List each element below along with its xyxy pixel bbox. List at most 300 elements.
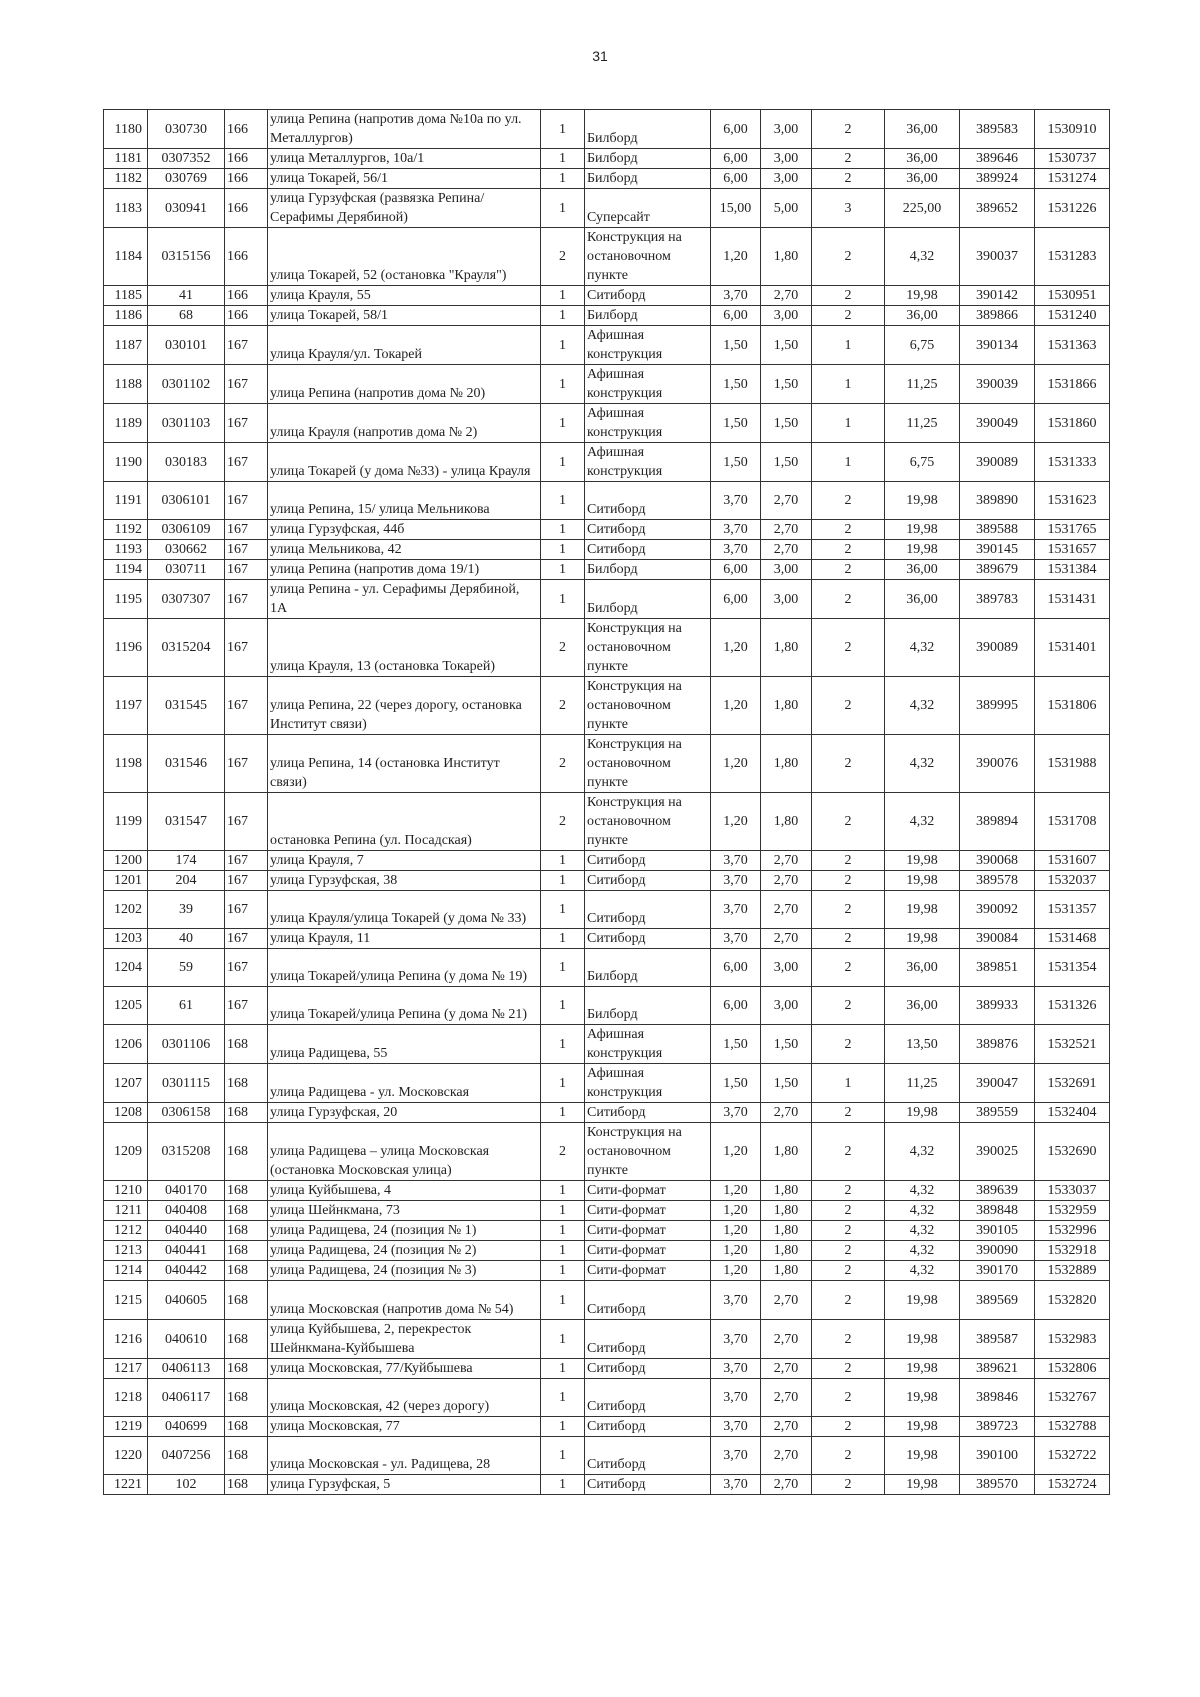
coord-x-cell: 389846 [960, 1379, 1035, 1417]
coord-x-cell: 390049 [960, 404, 1035, 443]
row-number-cell: 1211 [104, 1201, 148, 1221]
structure-type-cell: Конструкция на остановочном пункте [585, 619, 711, 677]
width-cell: 3,70 [711, 851, 761, 871]
area-cell: 19,98 [885, 1379, 960, 1417]
side-count-cell: 1 [541, 1437, 585, 1475]
height-cell: 3,00 [761, 987, 812, 1025]
height-cell: 2,70 [761, 1437, 812, 1475]
width-cell: 6,00 [711, 580, 761, 619]
height-cell: 3,00 [761, 580, 812, 619]
zone-number-cell: 167 [225, 929, 268, 949]
structure-code-cell: 0306158 [148, 1103, 225, 1123]
structure-type-cell: Ситиборд [585, 851, 711, 871]
structure-code-cell: 040170 [148, 1181, 225, 1201]
sides-cell: 2 [812, 929, 885, 949]
side-count-cell: 1 [541, 851, 585, 871]
coord-x-cell: 389588 [960, 520, 1035, 540]
coord-y-cell: 1531333 [1035, 443, 1110, 482]
side-count-cell: 1 [541, 560, 585, 580]
height-cell: 2,70 [761, 1281, 812, 1320]
row-number-cell: 1198 [104, 735, 148, 793]
coord-y-cell: 1531806 [1035, 677, 1110, 735]
sides-cell: 2 [812, 149, 885, 169]
row-number-cell: 1213 [104, 1241, 148, 1261]
width-cell: 6,00 [711, 110, 761, 149]
coord-y-cell: 1532404 [1035, 1103, 1110, 1123]
coord-y-cell: 1532996 [1035, 1221, 1110, 1241]
row-number-cell: 1180 [104, 110, 148, 149]
structure-code-cell: 102 [148, 1475, 225, 1495]
table-row [104, 540, 1110, 560]
side-count-cell: 1 [541, 1475, 585, 1495]
height-cell: 2,70 [761, 1320, 812, 1359]
structure-type-cell: Ситиборд [585, 929, 711, 949]
zone-number-cell: 168 [225, 1181, 268, 1201]
address-cell: улица Радищева, 24 (позиция № 1) [268, 1221, 541, 1241]
zone-number-cell: 166 [225, 110, 268, 149]
side-count-cell: 1 [541, 482, 585, 520]
sides-cell: 2 [812, 169, 885, 189]
sides-cell: 2 [812, 851, 885, 871]
zone-number-cell: 168 [225, 1261, 268, 1281]
height-cell: 1,80 [761, 1261, 812, 1281]
zone-number-cell: 167 [225, 851, 268, 871]
table-row [104, 286, 1110, 306]
coord-x-cell: 389890 [960, 482, 1035, 520]
width-cell: 1,50 [711, 404, 761, 443]
address-cell: улица Токарей, 58/1 [268, 306, 541, 326]
coord-x-cell: 389559 [960, 1103, 1035, 1123]
zone-number-cell: 167 [225, 540, 268, 560]
coord-y-cell: 1533037 [1035, 1181, 1110, 1201]
height-cell: 2,70 [761, 1475, 812, 1495]
area-cell: 36,00 [885, 580, 960, 619]
coord-x-cell: 389933 [960, 987, 1035, 1025]
address-cell: улица Репина, 14 (остановка Институт связи) [268, 735, 541, 793]
structure-code-cell: 0301102 [148, 365, 225, 404]
sides-cell: 1 [812, 326, 885, 365]
coord-y-cell: 1531363 [1035, 326, 1110, 365]
advertising-structures-table [103, 109, 1110, 1495]
structure-type-cell: Ситиборд [585, 871, 711, 891]
height-cell: 1,80 [761, 1123, 812, 1181]
table-row [104, 987, 1110, 1025]
width-cell: 1,50 [711, 1064, 761, 1103]
side-count-cell: 1 [541, 326, 585, 365]
table-row [104, 1025, 1110, 1064]
side-count-cell: 1 [541, 520, 585, 540]
address-cell: улица Московская (напротив дома № 54) [268, 1281, 541, 1320]
table-row [104, 169, 1110, 189]
area-cell: 19,98 [885, 851, 960, 871]
area-cell: 19,98 [885, 1359, 960, 1379]
structure-code-cell: 0315208 [148, 1123, 225, 1181]
width-cell: 15,00 [711, 189, 761, 228]
side-count-cell: 2 [541, 1123, 585, 1181]
row-number-cell: 1195 [104, 580, 148, 619]
table-row [104, 306, 1110, 326]
table-row [104, 1064, 1110, 1103]
height-cell: 1,50 [761, 404, 812, 443]
zone-number-cell: 166 [225, 189, 268, 228]
structure-type-cell: Ситиборд [585, 891, 711, 929]
width-cell: 1,50 [711, 1025, 761, 1064]
address-cell: улица Радищева – улица Московская (остановка Московская улица) [268, 1123, 541, 1181]
sides-cell: 2 [812, 891, 885, 929]
zone-number-cell: 168 [225, 1379, 268, 1417]
width-cell: 3,70 [711, 520, 761, 540]
address-cell: улица Токарей, 56/1 [268, 169, 541, 189]
address-cell: улица Крауля, 13 (остановка Токарей) [268, 619, 541, 677]
zone-number-cell: 167 [225, 619, 268, 677]
structure-type-cell: Сити-формат [585, 1261, 711, 1281]
side-count-cell: 1 [541, 1064, 585, 1103]
sides-cell: 2 [812, 520, 885, 540]
side-count-cell: 1 [541, 1417, 585, 1437]
address-cell: улица Радищева - ул. Московская [268, 1064, 541, 1103]
coord-y-cell: 1532690 [1035, 1123, 1110, 1181]
coord-x-cell: 389570 [960, 1475, 1035, 1495]
address-cell: улица Токарей/улица Репина (у дома № 19) [268, 949, 541, 987]
height-cell: 3,00 [761, 149, 812, 169]
structure-type-cell: Афишная конструкция [585, 365, 711, 404]
zone-number-cell: 168 [225, 1064, 268, 1103]
table-row [104, 871, 1110, 891]
address-cell: улица Репина, 15/ улица Мельникова [268, 482, 541, 520]
structure-code-cell: 0406117 [148, 1379, 225, 1417]
coord-x-cell: 390037 [960, 228, 1035, 286]
address-cell: улица Крауля (напротив дома № 2) [268, 404, 541, 443]
side-count-cell: 1 [541, 1261, 585, 1281]
coord-y-cell: 1532037 [1035, 871, 1110, 891]
coord-y-cell: 1532724 [1035, 1475, 1110, 1495]
row-number-cell: 1206 [104, 1025, 148, 1064]
width-cell: 3,70 [711, 1437, 761, 1475]
side-count-cell: 1 [541, 949, 585, 987]
coord-y-cell: 1531226 [1035, 189, 1110, 228]
structure-type-cell: Ситиборд [585, 482, 711, 520]
height-cell: 3,00 [761, 949, 812, 987]
coord-x-cell: 389924 [960, 169, 1035, 189]
zone-number-cell: 167 [225, 560, 268, 580]
width-cell: 1,20 [711, 1241, 761, 1261]
row-number-cell: 1187 [104, 326, 148, 365]
structure-type-cell: Ситиборд [585, 1103, 711, 1123]
side-count-cell: 1 [541, 1181, 585, 1201]
sides-cell: 2 [812, 987, 885, 1025]
coord-x-cell: 390076 [960, 735, 1035, 793]
structure-code-cell: 174 [148, 851, 225, 871]
table-row [104, 677, 1110, 735]
zone-number-cell: 167 [225, 677, 268, 735]
coord-x-cell: 389646 [960, 149, 1035, 169]
structure-type-cell: Конструкция на остановочном пункте [585, 228, 711, 286]
width-cell: 3,70 [711, 1475, 761, 1495]
coord-y-cell: 1530910 [1035, 110, 1110, 149]
row-number-cell: 1184 [104, 228, 148, 286]
width-cell: 1,50 [711, 365, 761, 404]
row-number-cell: 1186 [104, 306, 148, 326]
table-row [104, 619, 1110, 677]
page-number: 31 [592, 48, 608, 64]
structure-type-cell: Афишная конструкция [585, 1025, 711, 1064]
structure-type-cell: Сити-формат [585, 1201, 711, 1221]
structure-type-cell: Билборд [585, 580, 711, 619]
row-number-cell: 1201 [104, 871, 148, 891]
sides-cell: 2 [812, 1241, 885, 1261]
zone-number-cell: 168 [225, 1475, 268, 1495]
side-count-cell: 1 [541, 987, 585, 1025]
structure-code-cell: 41 [148, 286, 225, 306]
coord-y-cell: 1531283 [1035, 228, 1110, 286]
address-cell: улица Гурзуфская, 44б [268, 520, 541, 540]
zone-number-cell: 166 [225, 228, 268, 286]
structure-type-cell: Ситиборд [585, 540, 711, 560]
table-row [104, 1221, 1110, 1241]
coord-y-cell: 1531708 [1035, 793, 1110, 851]
area-cell: 36,00 [885, 110, 960, 149]
side-count-cell: 1 [541, 169, 585, 189]
coord-x-cell: 389652 [960, 189, 1035, 228]
coord-y-cell: 1532521 [1035, 1025, 1110, 1064]
structure-type-cell: Конструкция на остановочном пункте [585, 735, 711, 793]
row-number-cell: 1203 [104, 929, 148, 949]
width-cell: 1,20 [711, 793, 761, 851]
coord-y-cell: 1531988 [1035, 735, 1110, 793]
width-cell: 6,00 [711, 560, 761, 580]
address-cell: улица Мельникова, 42 [268, 540, 541, 560]
side-count-cell: 1 [541, 1221, 585, 1241]
structure-code-cell: 030941 [148, 189, 225, 228]
side-count-cell: 1 [541, 286, 585, 306]
sides-cell: 2 [812, 1379, 885, 1417]
structure-code-cell: 040408 [148, 1201, 225, 1221]
structure-code-cell: 040440 [148, 1221, 225, 1241]
structure-type-cell: Ситиборд [585, 1475, 711, 1495]
structure-type-cell: Ситиборд [585, 286, 711, 306]
height-cell: 1,80 [761, 677, 812, 735]
coord-x-cell: 390092 [960, 891, 1035, 929]
row-number-cell: 1191 [104, 482, 148, 520]
row-number-cell: 1212 [104, 1221, 148, 1241]
area-cell: 19,98 [885, 482, 960, 520]
structure-code-cell: 031546 [148, 735, 225, 793]
area-cell: 4,32 [885, 1261, 960, 1281]
width-cell: 1,20 [711, 1261, 761, 1281]
coord-x-cell: 390039 [960, 365, 1035, 404]
area-cell: 225,00 [885, 189, 960, 228]
address-cell: улица Крауля/ул. Токарей [268, 326, 541, 365]
coord-x-cell: 389866 [960, 306, 1035, 326]
structure-type-cell: Ситиборд [585, 1320, 711, 1359]
address-cell: улица Репина - ул. Серафимы Дерябиной, 1А [268, 580, 541, 619]
zone-number-cell: 167 [225, 404, 268, 443]
table-row [104, 1261, 1110, 1281]
area-cell: 36,00 [885, 987, 960, 1025]
area-cell: 11,25 [885, 404, 960, 443]
sides-cell: 2 [812, 1281, 885, 1320]
structure-type-cell: Билборд [585, 306, 711, 326]
table-row [104, 326, 1110, 365]
structure-type-cell: Ситиборд [585, 520, 711, 540]
structure-type-cell: Билборд [585, 987, 711, 1025]
height-cell: 1,50 [761, 326, 812, 365]
width-cell: 3,70 [711, 482, 761, 520]
table-row [104, 443, 1110, 482]
coord-x-cell: 390105 [960, 1221, 1035, 1241]
side-count-cell: 2 [541, 793, 585, 851]
structure-code-cell: 0301115 [148, 1064, 225, 1103]
structure-type-cell: Сити-формат [585, 1221, 711, 1241]
side-count-cell: 1 [541, 149, 585, 169]
height-cell: 1,80 [761, 1201, 812, 1221]
table-row [104, 949, 1110, 987]
height-cell: 1,80 [761, 793, 812, 851]
coord-x-cell: 390170 [960, 1261, 1035, 1281]
structure-type-cell: Конструкция на остановочном пункте [585, 793, 711, 851]
width-cell: 1,50 [711, 326, 761, 365]
coord-y-cell: 1532889 [1035, 1261, 1110, 1281]
address-cell: улица Гурзуфская, 38 [268, 871, 541, 891]
width-cell: 1,20 [711, 735, 761, 793]
side-count-cell: 1 [541, 871, 585, 891]
area-cell: 19,98 [885, 871, 960, 891]
sides-cell: 2 [812, 1359, 885, 1379]
area-cell: 6,75 [885, 326, 960, 365]
width-cell: 3,70 [711, 1417, 761, 1437]
row-number-cell: 1221 [104, 1475, 148, 1495]
height-cell: 3,00 [761, 110, 812, 149]
table-row [104, 1417, 1110, 1437]
sides-cell: 1 [812, 1064, 885, 1103]
address-cell: улица Токарей/улица Репина (у дома № 21) [268, 987, 541, 1025]
coord-x-cell: 389679 [960, 560, 1035, 580]
sides-cell: 1 [812, 365, 885, 404]
sides-cell: 2 [812, 1475, 885, 1495]
structure-code-cell: 040442 [148, 1261, 225, 1281]
height-cell: 2,70 [761, 929, 812, 949]
area-cell: 19,98 [885, 1475, 960, 1495]
table-row [104, 560, 1110, 580]
width-cell: 3,70 [711, 891, 761, 929]
structure-type-cell: Конструкция на остановочном пункте [585, 677, 711, 735]
coord-x-cell: 390100 [960, 1437, 1035, 1475]
structure-type-cell: Афишная конструкция [585, 443, 711, 482]
coord-x-cell: 390025 [960, 1123, 1035, 1181]
area-cell: 36,00 [885, 949, 960, 987]
coord-x-cell: 390068 [960, 851, 1035, 871]
sides-cell: 2 [812, 677, 885, 735]
structure-code-cell: 031547 [148, 793, 225, 851]
address-cell: улица Металлургов, 10а/1 [268, 149, 541, 169]
row-number-cell: 1197 [104, 677, 148, 735]
sides-cell: 2 [812, 560, 885, 580]
zone-number-cell: 168 [225, 1123, 268, 1181]
address-cell: улица Московская, 77 [268, 1417, 541, 1437]
row-number-cell: 1214 [104, 1261, 148, 1281]
coord-y-cell: 1531401 [1035, 619, 1110, 677]
coord-y-cell: 1531468 [1035, 929, 1110, 949]
row-number-cell: 1210 [104, 1181, 148, 1201]
zone-number-cell: 167 [225, 871, 268, 891]
row-number-cell: 1215 [104, 1281, 148, 1320]
area-cell: 19,98 [885, 1103, 960, 1123]
row-number-cell: 1183 [104, 189, 148, 228]
structure-code-cell: 031545 [148, 677, 225, 735]
structure-code-cell: 040605 [148, 1281, 225, 1320]
height-cell: 2,70 [761, 1417, 812, 1437]
coord-x-cell: 389587 [960, 1320, 1035, 1359]
area-cell: 11,25 [885, 1064, 960, 1103]
row-number-cell: 1189 [104, 404, 148, 443]
coord-y-cell: 1532820 [1035, 1281, 1110, 1320]
address-cell: улица Крауля, 11 [268, 929, 541, 949]
width-cell: 3,70 [711, 1359, 761, 1379]
table-row [104, 482, 1110, 520]
sides-cell: 2 [812, 1025, 885, 1064]
zone-number-cell: 167 [225, 580, 268, 619]
structure-code-cell: 0301103 [148, 404, 225, 443]
zone-number-cell: 168 [225, 1281, 268, 1320]
coord-x-cell: 389578 [960, 871, 1035, 891]
sides-cell: 2 [812, 949, 885, 987]
height-cell: 2,70 [761, 891, 812, 929]
height-cell: 2,70 [761, 1103, 812, 1123]
coord-y-cell: 1532918 [1035, 1241, 1110, 1261]
width-cell: 6,00 [711, 949, 761, 987]
row-number-cell: 1218 [104, 1379, 148, 1417]
structure-type-cell: Сити-формат [585, 1241, 711, 1261]
area-cell: 4,32 [885, 619, 960, 677]
structure-type-cell: Билборд [585, 110, 711, 149]
width-cell: 1,20 [711, 1181, 761, 1201]
side-count-cell: 1 [541, 540, 585, 560]
width-cell: 3,70 [711, 1103, 761, 1123]
row-number-cell: 1204 [104, 949, 148, 987]
structure-type-cell: Конструкция на остановочном пункте [585, 1123, 711, 1181]
height-cell: 2,70 [761, 540, 812, 560]
table-body [104, 110, 1110, 1495]
structure-type-cell: Ситиборд [585, 1359, 711, 1379]
address-cell: улица Токарей (у дома №33) - улица Крауля [268, 443, 541, 482]
coord-y-cell: 1531326 [1035, 987, 1110, 1025]
coord-y-cell: 1532983 [1035, 1320, 1110, 1359]
coord-y-cell: 1531765 [1035, 520, 1110, 540]
zone-number-cell: 167 [225, 482, 268, 520]
structure-code-cell: 040441 [148, 1241, 225, 1261]
sides-cell: 2 [812, 871, 885, 891]
coord-y-cell: 1532722 [1035, 1437, 1110, 1475]
structure-code-cell: 61 [148, 987, 225, 1025]
side-count-cell: 1 [541, 1025, 585, 1064]
zone-number-cell: 167 [225, 520, 268, 540]
coord-x-cell: 390084 [960, 929, 1035, 949]
structure-type-cell: Афишная конструкция [585, 1064, 711, 1103]
height-cell: 1,50 [761, 443, 812, 482]
area-cell: 19,98 [885, 929, 960, 949]
area-cell: 19,98 [885, 286, 960, 306]
side-count-cell: 1 [541, 1241, 585, 1261]
table-row [104, 891, 1110, 929]
sides-cell: 2 [812, 1261, 885, 1281]
address-cell: улица Куйбышева, 4 [268, 1181, 541, 1201]
area-cell: 4,32 [885, 793, 960, 851]
table-row [104, 580, 1110, 619]
height-cell: 1,50 [761, 365, 812, 404]
width-cell: 3,70 [711, 1320, 761, 1359]
structure-code-cell: 040699 [148, 1417, 225, 1437]
table-row [104, 149, 1110, 169]
